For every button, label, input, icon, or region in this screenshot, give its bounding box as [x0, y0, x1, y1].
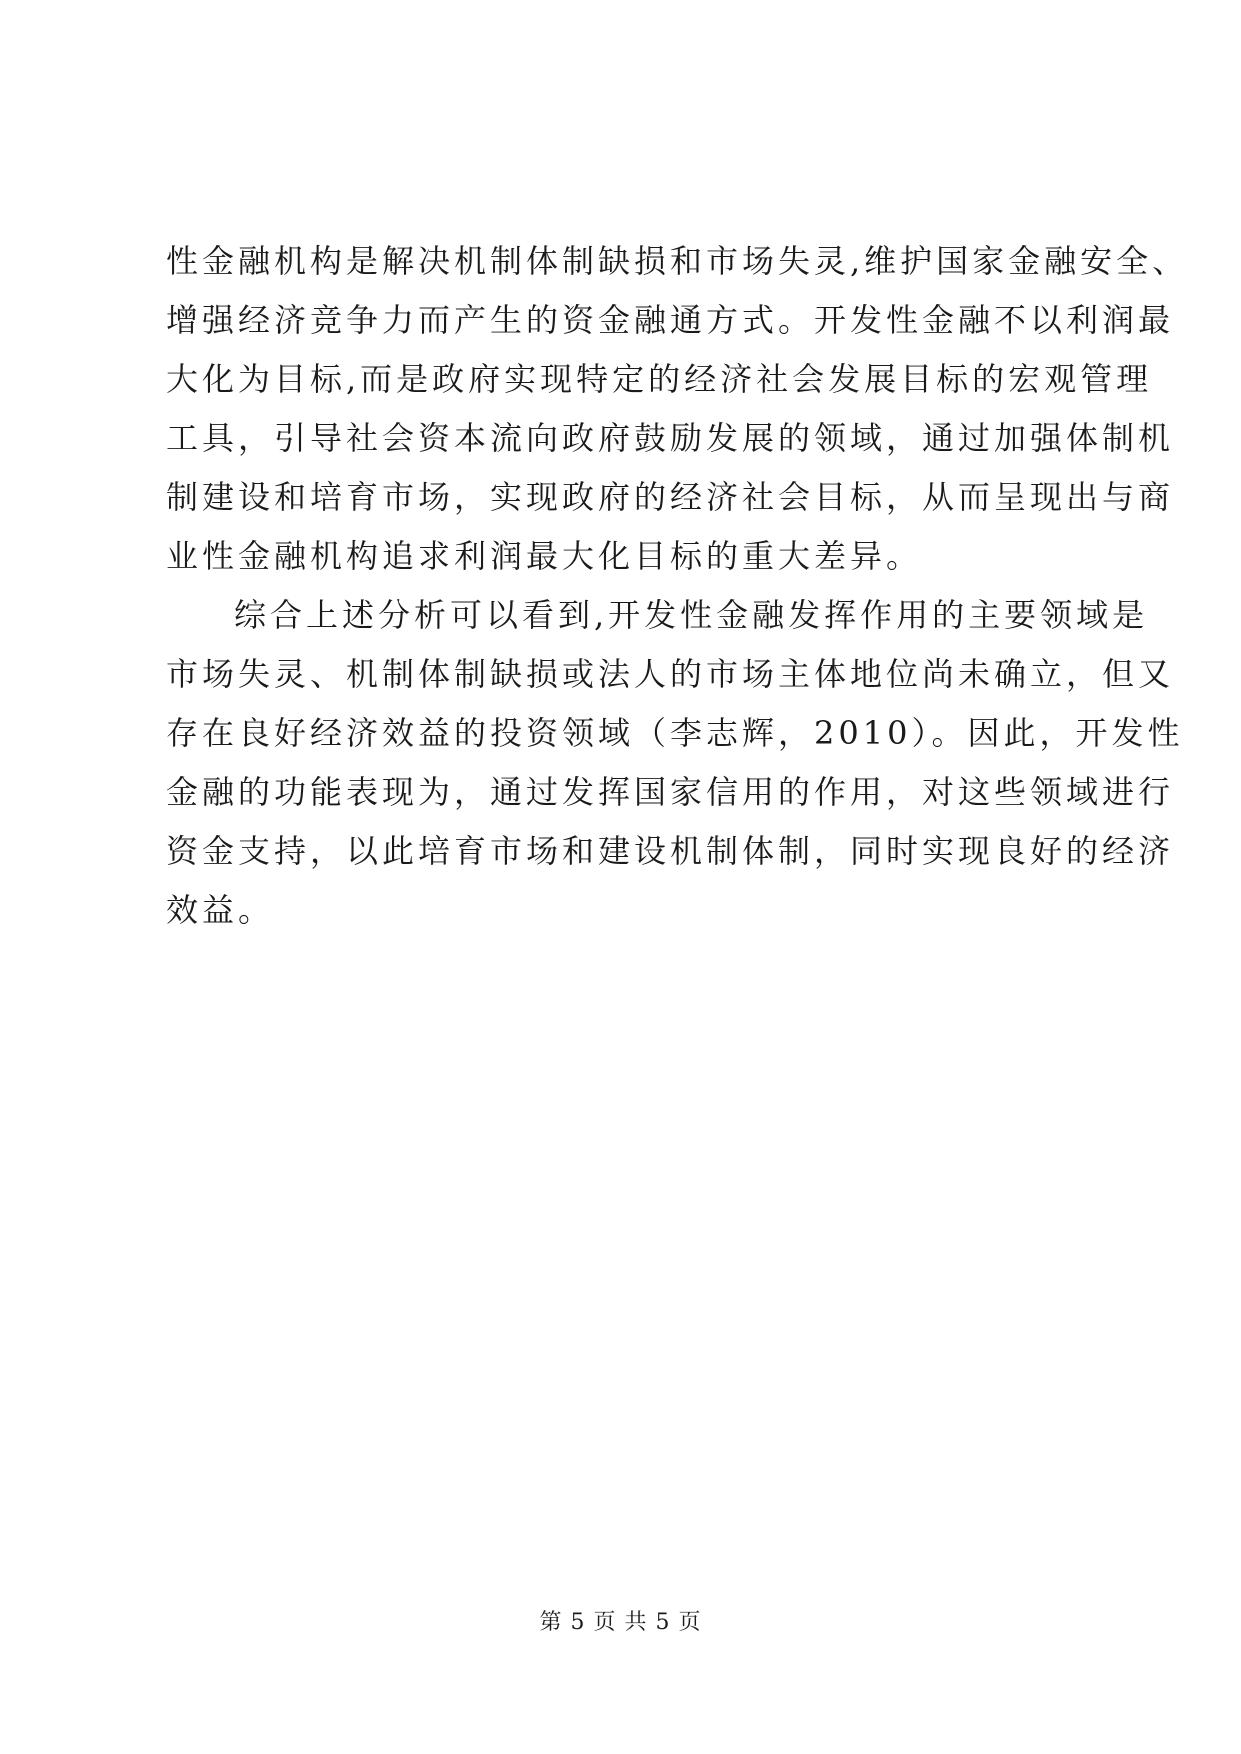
text-line: 存在良好经济效益的投资领域（李志辉，2010）。因此，开发性	[166, 714, 1184, 752]
text-line: 大化为目标,而是政府实现特定的经济社会发展目标的宏观管理	[166, 360, 1153, 398]
text-line: 制建设和培育市场，实现政府的经济社会目标，从而呈现出与商	[166, 478, 1175, 516]
page-number: 第 5 页 共 5 页	[539, 1610, 702, 1635]
text-line: 增强经济竞争力而产生的资金融通方式。开发性金融不以利润最	[166, 301, 1175, 339]
body-text	[166, 232, 1189, 940]
text-line: 业性金融机构追求利润最大化目标的重大差异。	[166, 537, 923, 575]
text-line-first-indented: 综合上述分析可以看到,开发性金融发挥作用的主要领域是	[234, 596, 1149, 634]
page-footer	[0, 1608, 1241, 1638]
paragraph-2	[166, 586, 1184, 940]
text-line: 金融的功能表现为，通过发挥国家信用的作用，对这些领域进行	[166, 773, 1175, 811]
paragraph-1	[166, 232, 1189, 586]
text-line: 效益。	[166, 891, 275, 929]
text-line: 工具，引导社会资本流向政府鼓励发展的领域，通过加强体制机	[166, 419, 1175, 457]
text-line: 市场失灵、机制体制缺损或法人的市场主体地位尚未确立，但又	[166, 655, 1175, 693]
text-line: 性金融机构是解决机制体制缺损和市场失灵,维护国家金融安全、	[166, 242, 1189, 280]
text-line: 资金支持，以此培育市场和建设机制体制，同时实现良好的经济	[166, 832, 1175, 870]
